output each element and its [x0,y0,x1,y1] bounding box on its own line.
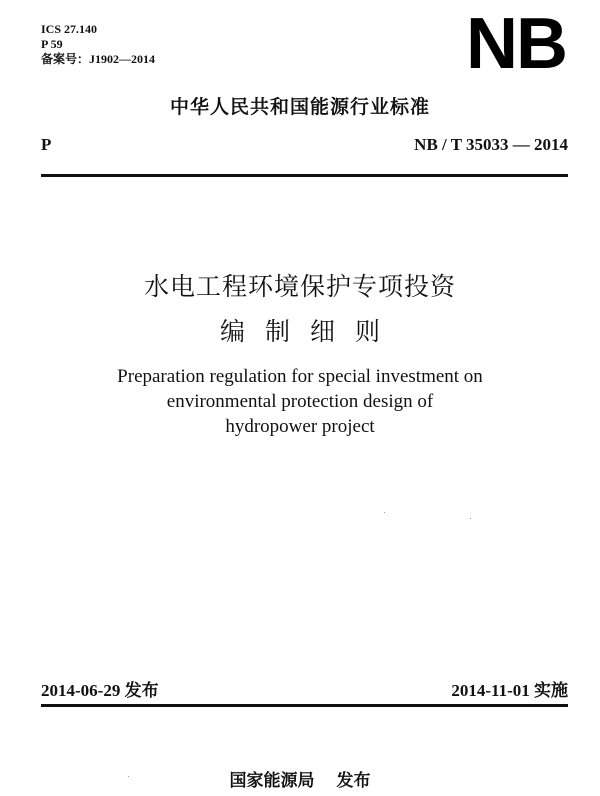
scan-speck [128,776,129,777]
classification-block [41,22,155,67]
standard-number: NB / T 35033 — 2014 [414,135,568,154]
dates-row [41,676,568,700]
scan-speck [470,518,471,519]
issue-date [41,676,159,701]
ccs-code: P 59 [41,37,63,51]
title-english [0,364,600,439]
subtitle-chinese: 编制细则 [219,317,400,346]
top-divider [41,174,568,177]
title-english-line: hydropower project [225,416,375,437]
implementation-date-value: 2014-11-01 [451,681,530,700]
title-english-line: environmental protection design of [166,391,434,412]
implementation-date [451,676,568,701]
implementation-date-label: 实施 [534,681,568,701]
publisher-action: 发布 [336,771,371,791]
bottom-divider [41,704,568,707]
title-english-line: Preparation regulation for special investment on [117,366,483,387]
filing-number: 备案号：J1902—2014 [41,52,156,66]
issue-date-label: 发布 [124,681,159,701]
publisher-name: 国家能源局 [229,771,315,791]
nb-logo: NB [466,4,566,84]
category-code: P [41,135,52,154]
category-row [41,135,568,159]
title-chinese: 水电工程环境保护专项投资 [143,272,456,301]
issue-date-value: 2014-06-29 [41,681,121,700]
scan-speck [384,512,385,513]
ics-code: ICS 27.140 [41,22,98,36]
standard-type-heading: 中华人民共和国能源行业标准 [169,96,430,118]
publisher-line [0,766,600,791]
